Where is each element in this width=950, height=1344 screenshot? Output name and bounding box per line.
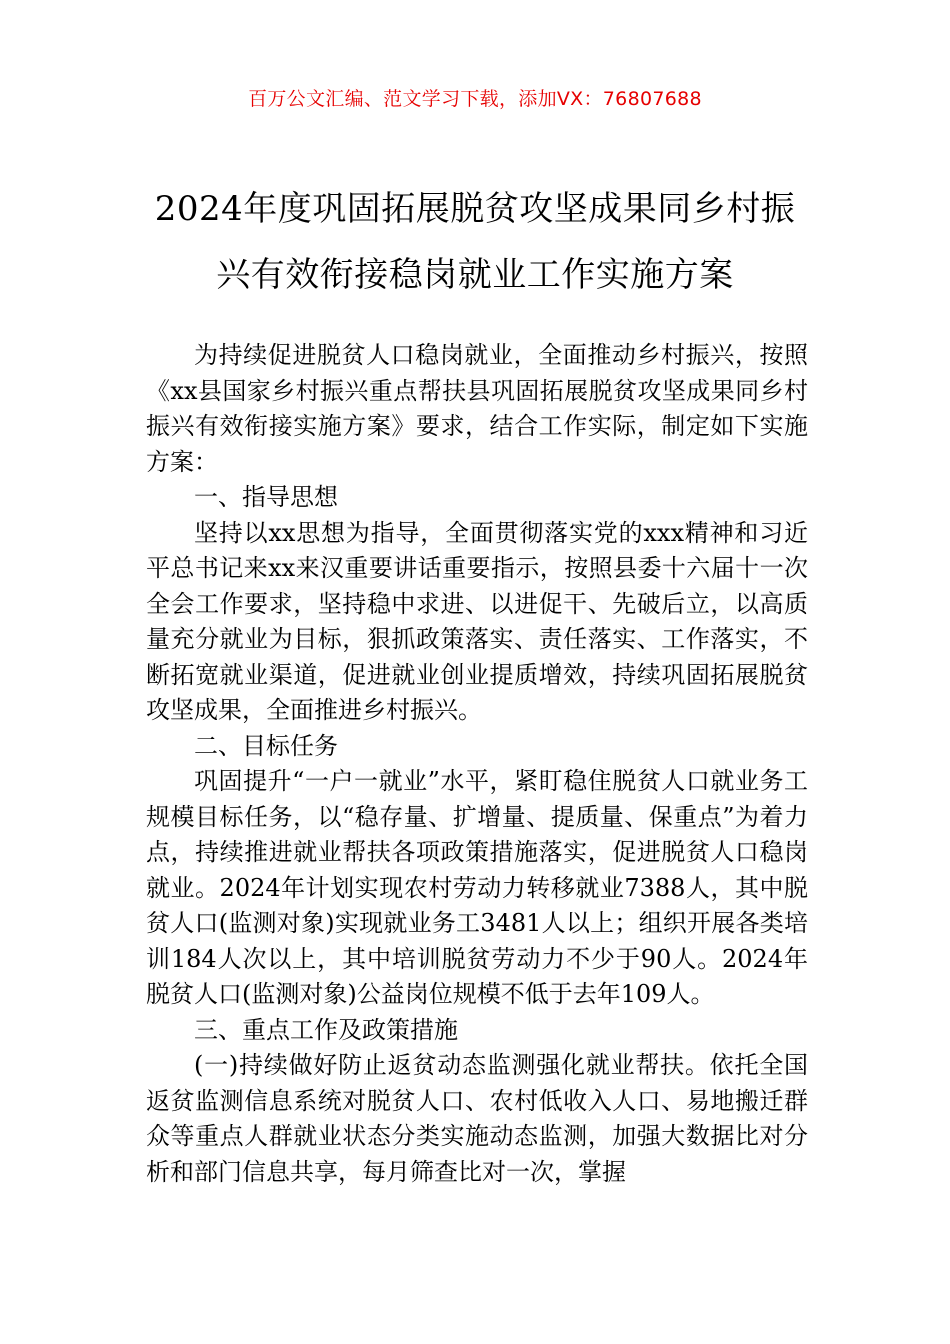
document-title (135, 176, 815, 308)
title-line-2: 兴有效衔接稳岗就业工作实施方案 (216, 255, 734, 295)
section-2-heading: 二、目标任务 (194, 731, 338, 760)
title-line-1: 2024年度巩固拓展脱贫攻坚成果同乡村振 (154, 189, 796, 229)
header-watermark-note: 百万公文汇编、范文学习下载，添加VX：76807688 (248, 88, 702, 110)
intro-paragraph: 为持续促进脱贫人口稳岗就业，全面推动乡村振兴，按照《xx县国家乡村振兴重点帮扶县巩固拓展脱贫攻坚成果同乡村振兴有效衔接实施方案》要求，结合工作实际，制定如下实施方案： (146, 341, 808, 476)
section-1-body: 坚持以xx思想为指导，全面贯彻落实党的xxx精神和习近平总书记来xx来汉重要讲话重要指示，按照县委十六届十一次全会工作要求，坚持稳中求进、以进促干、先破后立，以高质量充分就业为目标，狠抓政策落实、责任落实、工作落实，不断拓宽就业渠道，促进就业创业提质增效，持续巩固拓展脱贫攻坚成果，全面推进乡村振兴。 (146, 518, 808, 724)
section-1-heading: 一、指导思想 (194, 483, 338, 511)
section-3-item-1: (一)持续做好防止返贫动态监测强化就业帮扶。依托全国返贫监测信息系统对脱贫人口、农村低收入人口、易地搬迁群众等重点人群就业状态分类实施动态监测，加强大数据比对分析和部门信息共享，每月筛查比对一次，掌握 (146, 1051, 808, 1186)
section-3-heading: 三、重点工作及政策措施 (194, 1015, 458, 1044)
document-body (146, 338, 808, 1190)
section-2-body: 巩固提升“一户一就业”水平，紧盯稳住脱贫人口就业务工规模目标任务，以“稳存量、扩增量、提质量、保重点”为着力点，持续推进就业帮扶各项政策措施落实，促进脱贫人口稳岗就业。2024年计划实现农村劳动力转移就业7388人，其中脱贫人口(监测对象)实现就业务工3481人以上；组织开展各类培训184人次以上，其中培训脱贫劳动力不少于90人。2024年脱贫人口(监测对象)公益岗位规模不低于去年109人。 (146, 767, 808, 1008)
